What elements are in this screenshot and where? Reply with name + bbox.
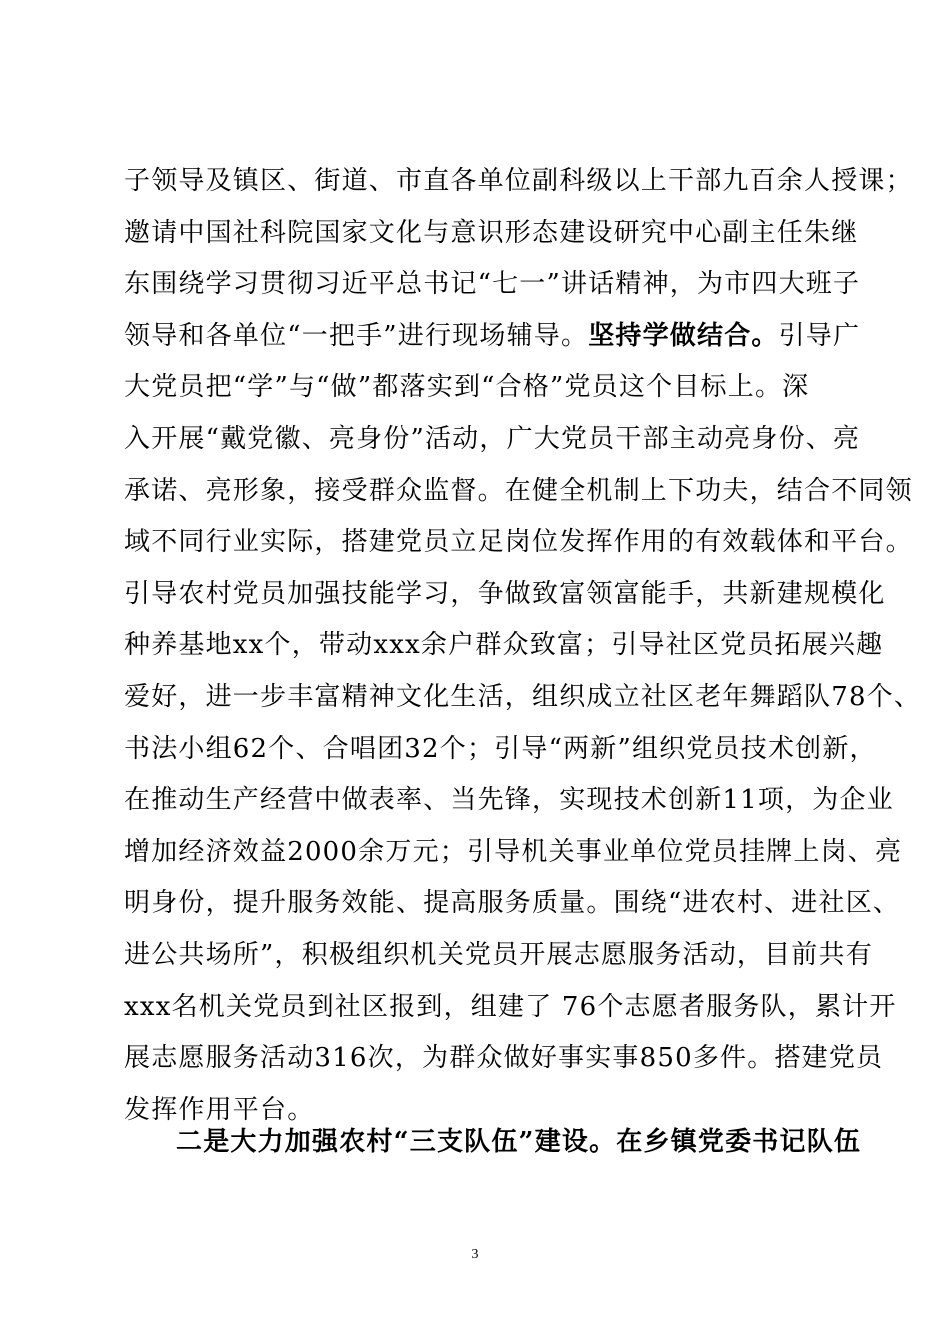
text-line-4 [124, 318, 861, 370]
text-line-5: 大党员把“学”与“做”都落实到“合格”党员这个目标上。深 [124, 372, 810, 403]
body-paragraph [124, 163, 922, 1143]
text-line-3: 东围绕学习贯彻习近平总书记“七一”讲话精神，为市四大班子 [124, 269, 861, 300]
text-line-4-end: 引导广 [778, 320, 861, 351]
text-line-8: 域不同行业实际，搭建党员立足岗位发挥作用的有效载体和平台。 [124, 527, 913, 558]
text-line-9: 引导农村党员加强技能学习，争做致富领富能手，共新建规模化 [124, 578, 886, 609]
text-line-2: 邀请中国社科院国家文化与意识形态建设研究中心副主任朱继 [124, 217, 859, 248]
text-line-1: 子领导及镇区、街道、市直各单位副科级以上干部九百余人授课； [124, 166, 913, 196]
text-line-19: 发挥作用平台。 [124, 1094, 315, 1125]
text-line-17: xxx名机关党员到社区报到，组建了 76个志愿者服务队，累计开 [124, 991, 897, 1022]
text-line-10: 种养基地xx个，带动xxx余户群众致富；引导社区党员拓展兴趣 [124, 630, 884, 661]
page-number: 3 [471, 1247, 479, 1262]
text-line-4-start: 领导和各单位“一把手”进行现场辅导。 [124, 320, 589, 351]
text-line-16: 进公共场所”，积极组织机关党员开展志愿服务活动，目前共有 [124, 939, 873, 970]
text-line-11: 爱好，进一步丰富精神文化生活，组织成立社区老年舞蹈队78个、 [124, 681, 922, 712]
bold-phrase: 坚持学做结合。 [588, 320, 779, 351]
text-line-13: 在推动生产经营中做表率、当先锋，实现技术创新11项，为企业 [124, 785, 894, 816]
text-line-18: 展志愿服务活动316次，为群众做好事实事850多件。搭建党员 [124, 1043, 884, 1074]
text-line-14: 增加经济效益2000余万元；引导机关事业单位党员挂牌上岗、亮 [124, 836, 903, 867]
section-heading: 二是大力加强农村“三支队伍”建设。在乡镇党委书记队伍 [176, 1127, 862, 1157]
text-line-6: 入开展“戴党徽、亮身份”活动，广大党员干部主动亮身份、亮 [124, 423, 861, 454]
text-line-15: 明身份，提升服务效能、提高服务质量。围绕“进农村、进社区、 [124, 888, 901, 919]
text-line-12: 书法小组62个、合唱团32个；引导“两新”组织党员技术创新， [124, 733, 877, 764]
text-line-7: 承诺、亮形象，接受群众监督。在健全机制上下功夫，结合不同领 [124, 475, 913, 506]
